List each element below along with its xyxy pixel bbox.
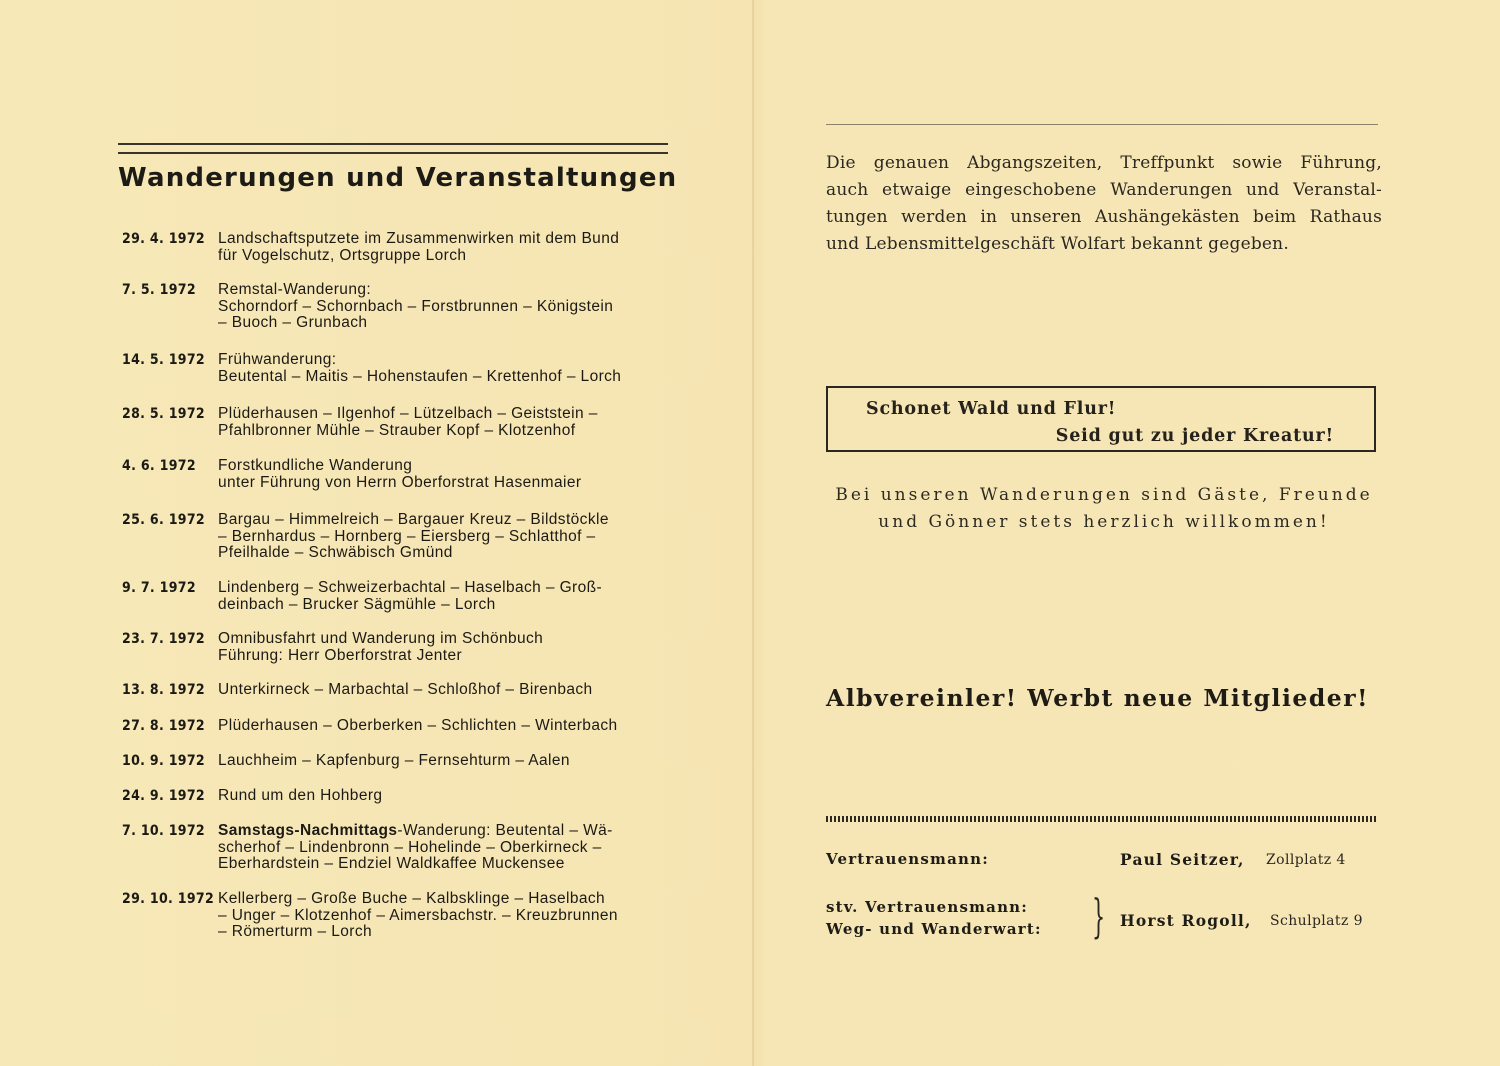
event-description-line: Frühwanderung: bbox=[218, 351, 337, 368]
event-description-line: Pfahlbronner Mühle – Strauber Kopf – Klotzenhof bbox=[218, 421, 576, 439]
event-date: 23. 7. 1972 bbox=[122, 631, 205, 647]
event-description-line: Omnibusfahrt und Wanderung im Schönbuch bbox=[218, 630, 544, 647]
event-date: 27. 8. 1972 bbox=[122, 718, 205, 734]
intro-line: auch etwaige eingeschobene Wanderungen und Veranstal- bbox=[826, 180, 1382, 200]
event-description bbox=[218, 823, 670, 873]
role-stv-vertrauensmann: stv. Vertrauensmann: bbox=[826, 898, 1029, 916]
page-title: Wanderungen und Veranstaltungen bbox=[118, 163, 678, 193]
event-description bbox=[218, 512, 670, 562]
event-description bbox=[218, 352, 670, 385]
event-description bbox=[218, 891, 670, 941]
event-description-line: für Vogelschutz, Ortsgruppe Lorch bbox=[218, 246, 467, 264]
event-date: 7. 10. 1972 bbox=[122, 823, 205, 839]
role-vertrauensmann: Vertrauensmann: bbox=[826, 850, 989, 868]
event-description bbox=[218, 406, 670, 439]
top-rule bbox=[826, 124, 1378, 125]
title-double-rule bbox=[118, 143, 668, 154]
event-description-line: – Buoch – Grunbach bbox=[218, 314, 368, 331]
motto-box bbox=[826, 386, 1376, 452]
person-name: Horst Rogoll, bbox=[1120, 911, 1252, 930]
intro-line: und Lebensmittelgeschäft Wolfart bekannt gegeben. bbox=[826, 234, 1289, 254]
event-date: 10. 9. 1972 bbox=[122, 753, 205, 769]
event-description-line: deinbach – Brucker Sägmühle – Lorch bbox=[218, 595, 496, 613]
event-description-line: – Unger – Klotzenhof – Aimersbachstr. – Kreuzbrunnen bbox=[218, 906, 618, 924]
event-description bbox=[218, 282, 670, 332]
event-description-line: Pfeilhalde – Schwäbisch Gmünd bbox=[218, 544, 453, 561]
event-description-line: Rund um den Hohberg bbox=[218, 787, 383, 804]
motto-line-2: Seid gut zu jeder Kreatur! bbox=[1055, 426, 1334, 446]
person-name: Paul Seitzer, bbox=[1120, 850, 1245, 869]
event-description bbox=[218, 580, 670, 613]
welcome-line: Bei unseren Wanderungen sind Gäste, Freunde bbox=[835, 485, 1373, 505]
event-date: 7. 5. 1972 bbox=[122, 282, 196, 298]
event-description-line: Beutental – Maitis – Hohenstaufen – Krettenhof – Lorch bbox=[218, 367, 622, 385]
event-date: 25. 6. 1972 bbox=[122, 512, 205, 528]
brace-symbol: } bbox=[1092, 889, 1106, 943]
welcome-line: und Gönner stets herzlich willkommen! bbox=[878, 512, 1330, 532]
event-date: 9. 7. 1972 bbox=[122, 580, 196, 596]
event-description-line: Lindenberg – Schweizerbachtal – Haselbach – Groß- bbox=[218, 579, 603, 596]
event-description bbox=[218, 788, 670, 805]
motto-line-1: Schonet Wald und Flur! bbox=[866, 399, 1117, 419]
event-date: 14. 5. 1972 bbox=[122, 352, 205, 368]
event-date: 28. 5. 1972 bbox=[122, 406, 205, 422]
event-description-line: Plüderhausen – Ilgenhof – Lützelbach – Geiststein – bbox=[218, 405, 598, 422]
event-date: 4. 6. 1972 bbox=[122, 458, 196, 474]
event-date: 13. 8. 1972 bbox=[122, 682, 205, 698]
event-description bbox=[218, 753, 670, 770]
event-date: 29. 4. 1972 bbox=[122, 231, 205, 247]
dotted-rule bbox=[826, 816, 1378, 822]
event-date: 29. 10. 1972 bbox=[122, 891, 215, 907]
event-description-line: Bargau – Himmelreich – Bargauer Kreuz – Bildstöckle bbox=[218, 511, 609, 528]
event-description-line: Eberhardstein – Endziel Waldkaffee Muckensee bbox=[218, 855, 565, 872]
event-description-line: Forstkundliche Wanderung bbox=[218, 457, 413, 474]
event-description-line: unter Führung von Herrn Oberforstrat Hasenmaier bbox=[218, 473, 582, 491]
event-description-line: Lauchheim – Kapfenburg – Fernsehturm – Aalen bbox=[218, 752, 570, 769]
intro-line: tungen werden in unseren Aushängekästen beim Rathaus bbox=[826, 207, 1382, 227]
event-description-line bbox=[218, 823, 670, 840]
event-description-line: – Bernhardus – Hornberg – Eiersberg – Schlatthof – bbox=[218, 527, 596, 545]
event-date: 24. 9. 1972 bbox=[122, 788, 205, 804]
membership-slogan: Albvereinler! Werbt neue Mitglieder! bbox=[826, 684, 1369, 712]
event-description-line: Landschaftsputzete im Zusammenwirken mit dem Bund bbox=[218, 230, 620, 247]
intro-paragraph bbox=[826, 150, 1382, 258]
role-wanderwart: Weg- und Wanderwart: bbox=[826, 920, 1042, 938]
event-line-text: -Wanderung: Beutental – Wä- bbox=[397, 822, 613, 839]
event-description-line: scherhof – Lindenbronn – Hohelinde – Oberkirneck – bbox=[218, 838, 602, 856]
event-description-line: Remstal-Wanderung: bbox=[218, 281, 372, 298]
event-description-line: Führung: Herr Oberforstrat Jenter bbox=[218, 646, 463, 664]
event-description-line: Kellerberg – Große Buche – Kalbsklinge – Haselbach bbox=[218, 890, 606, 907]
event-description bbox=[218, 231, 670, 264]
event-description-line: – Römerturm – Lorch bbox=[218, 923, 373, 940]
event-description-line: Schorndorf – Schornbach – Forstbrunnen – Königstein bbox=[218, 297, 614, 315]
event-description bbox=[218, 718, 670, 735]
person-address: Schulplatz 9 bbox=[1270, 913, 1363, 929]
intro-line: Die genauen Abgangszeiten, Treffpunkt sowie Führung, bbox=[826, 153, 1382, 173]
event-description-line: Unterkirneck – Marbachtal – Schloßhof – Birenbach bbox=[218, 681, 593, 698]
event-description bbox=[218, 682, 670, 699]
event-description bbox=[218, 631, 670, 664]
person-address: Zollplatz 4 bbox=[1266, 852, 1346, 868]
fold-line bbox=[752, 0, 754, 1066]
event-description-line: Plüderhausen – Oberberken – Schlichten – Winterbach bbox=[218, 717, 618, 734]
welcome-text bbox=[826, 482, 1382, 536]
event-bold-prefix: Samstags-Nachmittags bbox=[218, 822, 398, 839]
event-description bbox=[218, 458, 670, 491]
